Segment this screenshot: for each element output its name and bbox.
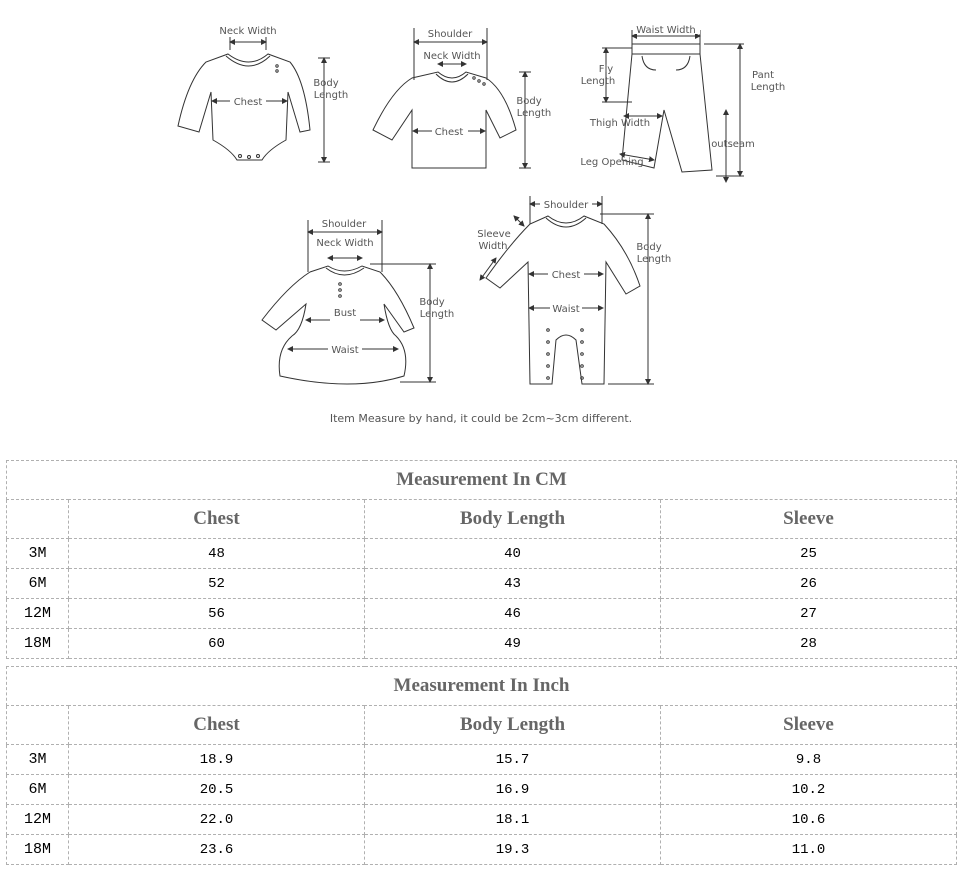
- romper-body-label: Body: [636, 242, 662, 253]
- column-header-chest: Chest: [69, 500, 365, 539]
- pants-thigh-width-label: Thigh Width: [589, 118, 651, 129]
- dress-bust-label: Bust: [333, 308, 357, 319]
- table-row: [7, 745, 957, 775]
- romper-length-label: Length: [636, 254, 672, 265]
- chest-cell: 22.0: [69, 805, 365, 835]
- table-row: [7, 775, 957, 805]
- bodysuit-neck-width-label: Neck Width: [219, 26, 277, 37]
- corner-cell: [7, 500, 69, 539]
- size-cell: 12M: [7, 805, 69, 835]
- size-cell: 12M: [7, 599, 69, 629]
- chest-cell: 52: [69, 569, 365, 599]
- pants-outseam-label: outseam: [711, 139, 755, 150]
- sleeve-cell: 27: [661, 599, 957, 629]
- dress-body-label: Body: [419, 297, 445, 308]
- measurement-table-cm: [6, 460, 957, 659]
- size-cell: 6M: [7, 775, 69, 805]
- pants-pant-length-label: Length: [750, 82, 786, 93]
- table-title: Measurement In CM: [7, 461, 957, 500]
- column-header-body-length: Body Length: [365, 706, 661, 745]
- top-chest-label: Chest: [434, 127, 464, 138]
- chest-cell: 48: [69, 539, 365, 569]
- sleeve-cell: 11.0: [661, 835, 957, 865]
- pants-leg-opening-label: Leg Opening: [580, 157, 644, 168]
- top-body-label: Body: [516, 96, 542, 107]
- table-title: Measurement In Inch: [7, 667, 957, 706]
- romper-waist-label: Waist: [552, 304, 580, 315]
- size-cell: 3M: [7, 539, 69, 569]
- dress-shoulder-label: Shoulder: [321, 219, 367, 230]
- top-drawing: [373, 28, 531, 168]
- table-row: [7, 539, 957, 569]
- sleeve-cell: 10.6: [661, 805, 957, 835]
- measurement-table-inch: [6, 666, 957, 865]
- sleeve-cell: 9.8: [661, 745, 957, 775]
- size-cell: 18M: [7, 835, 69, 865]
- pants-pant-label: Pant: [752, 70, 774, 81]
- body-length-cell: 46: [365, 599, 661, 629]
- size-cell: 18M: [7, 629, 69, 659]
- pants-fly-label: Fly: [598, 64, 614, 75]
- top-length-label: Length: [516, 108, 552, 119]
- sleeve-cell: 26: [661, 569, 957, 599]
- pants-waist-width-label: Waist Width: [636, 25, 696, 36]
- sleeve-cell: 28: [661, 629, 957, 659]
- table-row: [7, 629, 957, 659]
- sleeve-cell: 25: [661, 539, 957, 569]
- table-row: [7, 569, 957, 599]
- size-cell: 3M: [7, 745, 69, 775]
- body-length-cell: 40: [365, 539, 661, 569]
- romper-shoulder-label: Shoulder: [543, 200, 589, 211]
- column-header-chest: Chest: [69, 706, 365, 745]
- column-header-sleeve: Sleeve: [661, 706, 957, 745]
- measure-caption: Item Measure by hand, it could be 2cm~3cm different.: [329, 412, 633, 425]
- column-header-sleeve: Sleeve: [661, 500, 957, 539]
- romper-sleeve-label: Sleeve: [477, 229, 511, 240]
- sleeve-cell: 10.2: [661, 775, 957, 805]
- chest-cell: 56: [69, 599, 365, 629]
- table-row: [7, 599, 957, 629]
- bodysuit-length-label: Length: [313, 90, 349, 101]
- bodysuit-chest-label: Chest: [233, 97, 263, 108]
- body-length-cell: 49: [365, 629, 661, 659]
- body-length-cell: 19.3: [365, 835, 661, 865]
- body-length-cell: 15.7: [365, 745, 661, 775]
- chest-cell: 20.5: [69, 775, 365, 805]
- body-length-cell: 18.1: [365, 805, 661, 835]
- chest-cell: 23.6: [69, 835, 365, 865]
- chest-cell: 18.9: [69, 745, 365, 775]
- table-row: [7, 805, 957, 835]
- romper-chest-label: Chest: [551, 270, 581, 281]
- body-length-cell: 16.9: [365, 775, 661, 805]
- body-length-cell: 43: [365, 569, 661, 599]
- pants-fly-length-label: Length: [580, 76, 616, 87]
- top-shoulder-label: Shoulder: [427, 29, 473, 40]
- dress-waist-label: Waist: [331, 345, 359, 356]
- top-neck-width-label: Neck Width: [423, 51, 481, 62]
- corner-cell: [7, 706, 69, 745]
- romper-drawing: [480, 196, 654, 384]
- column-header-body-length: Body Length: [365, 500, 661, 539]
- size-cell: 6M: [7, 569, 69, 599]
- dress-neck-width-label: Neck Width: [316, 238, 374, 249]
- chest-cell: 60: [69, 629, 365, 659]
- romper-sleeve-width-label: Width: [478, 241, 508, 252]
- bodysuit-body-label: Body: [313, 78, 339, 89]
- dress-length-label: Length: [419, 309, 455, 320]
- table-row: [7, 835, 957, 865]
